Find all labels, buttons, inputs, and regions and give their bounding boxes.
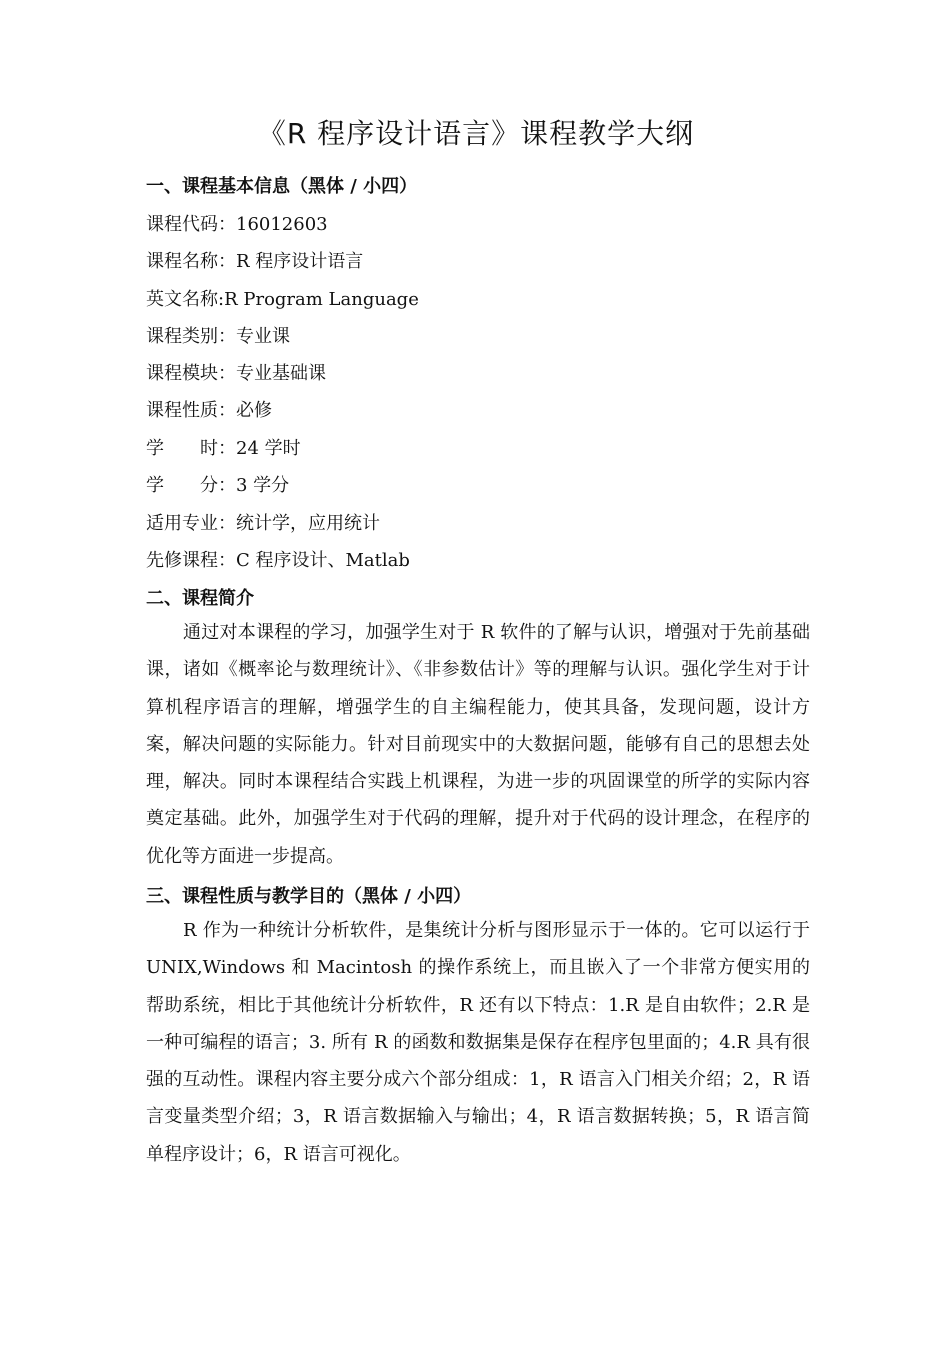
info-label: 课程模块： <box>146 363 236 384</box>
info-course-code <box>146 210 328 236</box>
info-credits <box>146 471 289 497</box>
section-2-heading: 二、课程简介 <box>146 588 254 609</box>
info-prerequisites <box>146 546 410 572</box>
info-english-name <box>146 285 419 311</box>
section-2-body: 通过对本课程的学习，加强学生对于 R 软件的了解与认识，增强对于先前基础课，诸如《概率论与数理统计》、《非参数估计》等的理解与认识。强化学生对于计算机程序语言的理解，增强学生的自主编程能力，使其具备，发现问题，设计方案，解决问题的实际能力。针对目前现实中的大数据问题，能够有自己的思想去处理，解决。同时本课程结合实践上机课程，为进一步的巩固课堂的所学的实际内容奠定基础。此外，加强学生对于代码的理解，提升对于代码的设计理念，在程序的优化等方面进一步提高。 <box>146 622 810 867</box>
info-value: 16012603 <box>236 214 328 235</box>
info-value: 专业课 <box>236 326 290 347</box>
info-course-category <box>146 322 290 348</box>
info-label: 适用专业： <box>146 513 236 534</box>
info-value: C 程序设计、Matlab <box>236 550 410 571</box>
info-value: 3 学分 <box>236 475 290 496</box>
info-value: 24 学时 <box>236 438 301 459</box>
info-label: 课程类别： <box>146 326 236 347</box>
info-label: 课程性质： <box>146 400 236 421</box>
info-course-nature <box>146 396 272 422</box>
info-value: 必修 <box>236 400 272 421</box>
section-1-heading: 一、课程基本信息（黑体 / 小四） <box>146 176 418 197</box>
info-course-module <box>146 359 326 385</box>
info-label: 课程代码： <box>146 214 236 235</box>
info-label: 课程名称： <box>146 251 236 272</box>
info-label: 先修课程： <box>146 550 236 571</box>
info-hours <box>146 434 301 460</box>
info-value: R Program Language <box>224 289 419 310</box>
info-label: 学 时： <box>146 438 236 459</box>
info-applicable-majors <box>146 509 380 535</box>
section-3-heading: 三、课程性质与教学目的（黑体 / 小四） <box>146 886 472 907</box>
info-value: 专业基础课 <box>236 363 326 384</box>
section-3-body: R 作为一种统计分析软件，是集统计分析与图形显示于一体的。它可以运行于 UNIX,Windows 和 Macintosh 的操作系统上，而且嵌入了一个非常方便实用的帮助系统，相比于其他统计分析软件，R 还有以下特点：1.R 是自由软件；2.R 是一种可编程的语言；3. 所有 R 的函数和数据集是保存在程序包里面的；4.R 具有很强的互动性。课程内容主要分成六个部分组成：1，R 语言入门相关介绍；2，R 语言变量类型介绍；3，R 语言数据输入与输出；4，R 语言数据转换；5，R 语言简单程序设计；6，R 语言可视化。 <box>146 920 810 1165</box>
info-course-name <box>146 247 363 273</box>
info-label: 学 分： <box>146 475 236 496</box>
info-value: R 程序设计语言 <box>236 251 364 272</box>
document-title: 《R 程序设计语言》课程教学大纲 <box>257 117 695 150</box>
info-label: 英文名称: <box>146 289 225 310</box>
info-value: 统计学，应用统计 <box>236 513 380 534</box>
